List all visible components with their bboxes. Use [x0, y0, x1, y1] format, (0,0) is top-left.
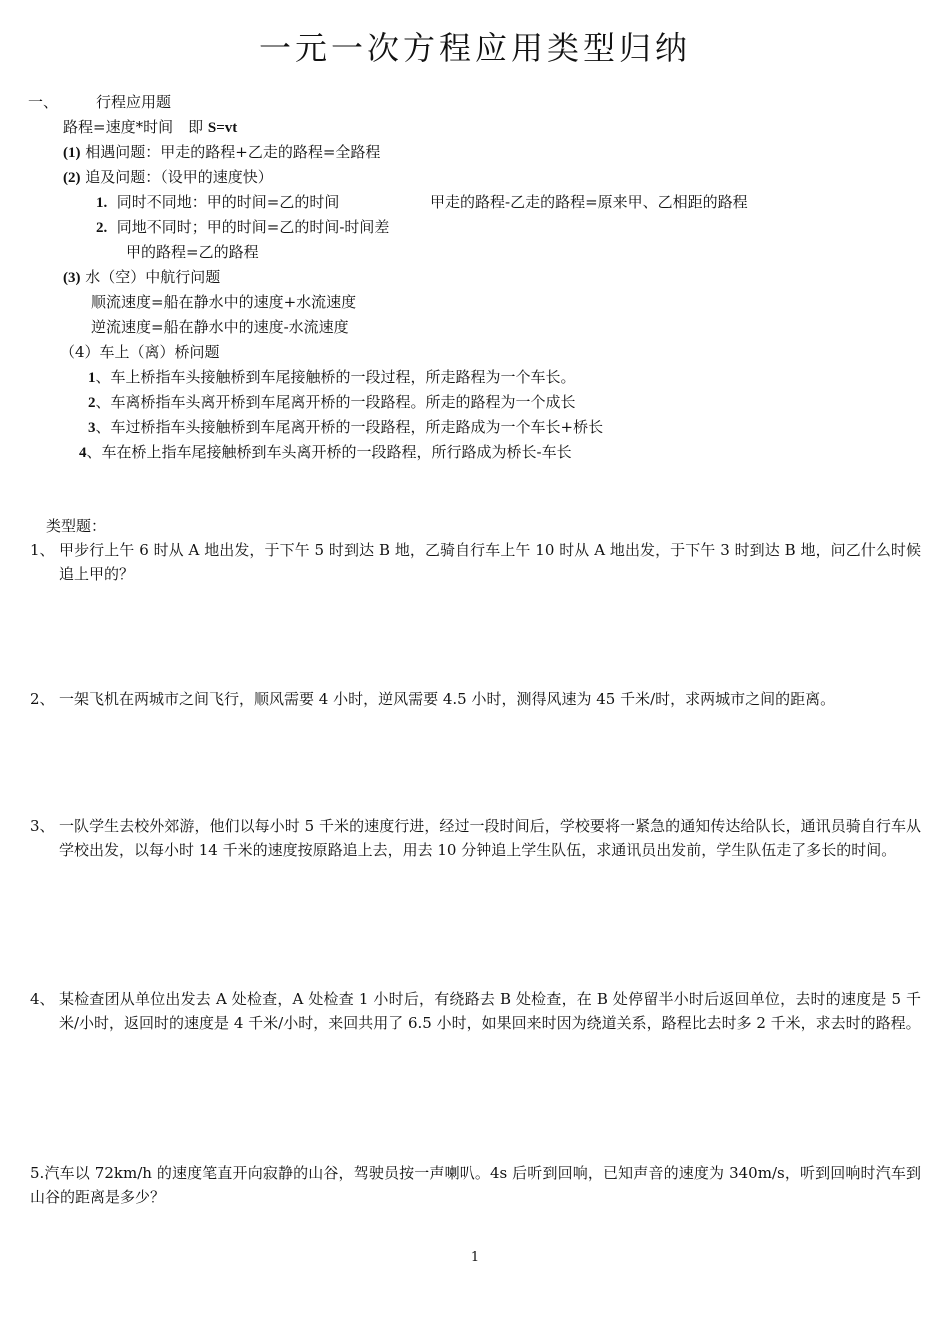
page-number: 1: [470, 1250, 480, 1265]
question-number: 1、: [30, 541, 55, 559]
point-2-1-number: 1.: [96, 195, 108, 211]
point-4-item: [88, 392, 576, 413]
question-number: 2、: [30, 690, 55, 708]
point-4-item: [88, 367, 576, 388]
point-2-1-text: 同时不同地：甲的时间=乙的时间: [116, 193, 340, 211]
point-1-number: (1): [63, 145, 81, 161]
question-text: 某检查团从单位出发去 A 处检查，A 处检查 1 小时后，有绕路去 B 处检查，在 B 处停留半小时后返回单位，去时的速度是 5 千米/小时，返回时的速度是 4 千米/小时，来回共用了 6.5 小时，如果回来时因为绕道关系，路程比去时多 2 千米，求去时的路程。: [59, 990, 921, 1032]
point-4-item-number: 2: [88, 395, 96, 411]
point-2-1: [96, 192, 339, 213]
point-1: [63, 142, 380, 163]
question-number: 4、: [30, 990, 55, 1008]
question-text: 甲步行上午 6 时从 A 地出发，于下午 5 时到达 B 地，乙骑自行车上午 10 时从 A 地出发，于下午 3 时到达 B 地，问乙什么时候追上甲的？: [59, 541, 921, 583]
point-3: [63, 267, 220, 288]
point-3-number: (3): [63, 270, 81, 286]
formula-text: 路程=速度*时间 即: [63, 118, 204, 136]
point-2-number: (2): [63, 170, 81, 186]
point-4-item-number: 1: [88, 370, 96, 386]
point-4-heading: （4）车上（离）桥问题: [60, 343, 220, 361]
question-number: 3、: [30, 817, 55, 835]
point-4-item: [79, 442, 572, 463]
point-2-text: 追及问题：（设甲的速度快）: [85, 168, 273, 186]
point-3-line-1: 顺流速度=船在静水中的速度+水流速度: [91, 293, 357, 311]
section-number: 一、: [28, 93, 59, 111]
point-2-2-text: 同地不同时；甲的时间=乙的时间-时间差: [116, 218, 390, 236]
point-4-item: [88, 417, 603, 438]
point-3-line-2: 逆流速度=船在静水中的速度-水流速度: [91, 318, 349, 336]
point-2-2-extra: 甲的路程=乙的路程: [126, 243, 259, 261]
section-heading: 行程应用题: [96, 93, 172, 111]
question-text: 5.汽车以 72km/h 的速度笔直开向寂静的山谷，驾驶员按一声喇叭。4s 后听到回响，已知声音的速度为 340m/s，听到回响时汽车到山谷的距离是多少？: [30, 1164, 921, 1206]
point-4-item-number: 3: [88, 420, 96, 436]
point-3-text: 水（空）中航行问题: [85, 268, 221, 286]
formula-bold: S=vt: [207, 120, 238, 136]
point-4-item-text: 、车离桥指车头离开桥到车尾离开桥的一段路程。所走的路程为一个成长: [95, 393, 576, 411]
point-4-item-text: 、车在桥上指车尾接触桥到车头离开桥的一段路程，所行路成为桥长-车长: [86, 443, 572, 461]
point-4-item-text: 、车上桥指车头接触桥到车尾接触桥的一段过程，所走路程为一个车长。: [95, 368, 576, 386]
point-2-1-extra: 甲走的路程-乙走的路程=原来甲、乙相距的路程: [430, 193, 748, 211]
point-4-item-number: 4: [79, 445, 87, 461]
question-text: 一队学生去校外郊游，他们以每小时 5 千米的速度行进，经过一段时间后，学校要将一紧急的通知传达给队长，通讯员骑自行车从学校出发，以每小时 14 千米的速度按原路追上去，用去 10 分钟追上学生队伍，求通讯员出发前，学生队伍走了多长的时间。: [59, 817, 921, 859]
point-4-item-text: 、车过桥指车头接触桥到车尾离开桥的一段路程，所走路成为一个车长+桥长: [95, 418, 604, 436]
types-label: 类型题：: [46, 517, 107, 535]
point-2-2: [96, 217, 389, 238]
question-text: 一架飞机在两城市之间飞行，顺风需要 4 小时，逆风需要 4.5 小时，测得风速为 45 千米/时，求两城市之间的距离。: [59, 690, 836, 708]
point-2-2-number: 2.: [96, 220, 108, 236]
formula-line: [63, 117, 237, 138]
page-title: 一元一次方程应用类型归纳: [258, 29, 691, 67]
point-1-text: 相遇问题：甲走的路程+乙走的路程=全路程: [85, 143, 381, 161]
point-2: [63, 167, 273, 188]
